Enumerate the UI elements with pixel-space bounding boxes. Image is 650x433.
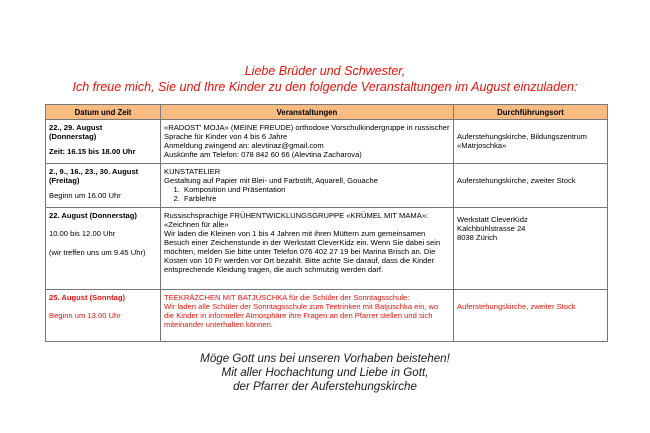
row-event-list [164, 185, 450, 203]
row-time: 10.00 bis 12.00 Uhr [49, 229, 116, 238]
header-place: Durchführungsort [454, 105, 608, 120]
row-place: Auferstehungskirche, zweiter Stock [457, 302, 576, 311]
row-event: «RADOST' MOJA» (MEINE FREUDE) orthodoxe Vorschulkindergruppe in russischer Sprache für Kinder von 4 bis 6 Jahre Anmeldung zwingend an: alevtinaz@gmail.com Auskünfte am Telefon: 078 842 60 66 (Alevtina Zacharova) [164, 123, 450, 159]
row-event: Russischsprachige FRÜHENTWICKLUNGSGRUPPE «KRÜMEL MIT MAMA»: «Zeichnen für alle» Wir laden die Kleinen von 1 bis 4 Jahren mit ihren Müttern zum gemeinsamen Besuch einer Zeichenstunde in der Werkstatt CleverKidz ein. Wenn Sie dabei sein möchten, melden Sie bitte unter Telefon 076 402 27 19 bei Marina Brisch an. Die Kosten von 10 Fr werden vor Ort bezahlt. Bitte achte Sie darauf, dass die Kinder entsprechende Kleidung tragen, die auch schmutzig werden darf. [164, 211, 441, 274]
row-place-cell [454, 120, 608, 164]
table-row [46, 120, 608, 164]
row-event: Gestaltung auf Papier mit Blei- und Farbstift, Aquarell, Gouache [164, 176, 379, 185]
header-date: Datum und Zeit [46, 105, 161, 120]
row-place-cell [454, 208, 608, 290]
row-date: 2., 9., 16., 23., 30. August (Freitag) [49, 167, 139, 185]
row-event-cell [161, 290, 454, 342]
list-item: 2. Farblehre [182, 194, 450, 203]
closing-line-3: der Pfarrer der Auferstehungskirche [233, 380, 417, 393]
row-event-cell [161, 208, 454, 290]
row-event-title: KUNSTATELIER [164, 167, 221, 176]
closing-line-1: Möge Gott uns bei unseren Vorhaben beistehen! [200, 352, 450, 365]
table-header-row [46, 105, 608, 120]
greeting-line-1: Liebe Brüder und Schwester, [244, 64, 406, 78]
row-place: Auferstehungskirche, Bildungszentrum «Matrjoschka» [457, 132, 588, 150]
row-date: 22., 29. August (Donnerstag) [49, 123, 103, 141]
table-row [46, 290, 608, 342]
row-place: Werkstatt CleverKidz Kalchbühlstrasse 24 8038 Zürich [457, 215, 528, 242]
header-event: Veranstaltungen [161, 105, 454, 120]
table-row [46, 164, 608, 208]
row-event-cell [161, 164, 454, 208]
row-time-note: (wir treffen uns um 9.45 Uhr) [49, 248, 146, 257]
row-place-cell [454, 164, 608, 208]
table-row [46, 208, 608, 290]
closing-line-2: Mit aller Hochachtung und Liebe in Gott, [221, 366, 429, 379]
list-item: 1. Komposition und Präsentation [182, 185, 450, 194]
row-date-cell [46, 120, 161, 164]
row-date: 22. August (Donnerstag) [49, 211, 137, 220]
row-time: Beginn um 16.00 Uhr [49, 191, 121, 200]
events-table [45, 104, 608, 342]
row-time: Beginn um 13.00 Uhr [49, 311, 121, 320]
row-date-cell [46, 164, 161, 208]
row-date: 25. August (Sonntag) [49, 293, 126, 302]
row-place: Auferstehungskirche, zweiter Stock [457, 176, 576, 185]
row-time: Zeit: 16.15 bis 18.00 Uhr [49, 147, 136, 156]
row-event-cell [161, 120, 454, 164]
row-place-cell [454, 290, 608, 342]
row-date-cell [46, 208, 161, 290]
row-event: TEEKRÄZCHEN MIT BATJUSCHKA für die Schüler der Sonntagsschule: Wir laden alle Schüler der Sonntagsschule zum Teetrinken mit Batjuschka ein, wo die Kinder in informeller Atmosphäre ihre Fragen an den Pfarrer stellen und sich miteinander unterhalten können. [164, 293, 439, 329]
row-date-cell [46, 290, 161, 342]
greeting-line-2: Ich freue mich, Sie und Ihre Kinder zu den folgende Veranstaltungen im August einzuladen: [72, 80, 578, 94]
